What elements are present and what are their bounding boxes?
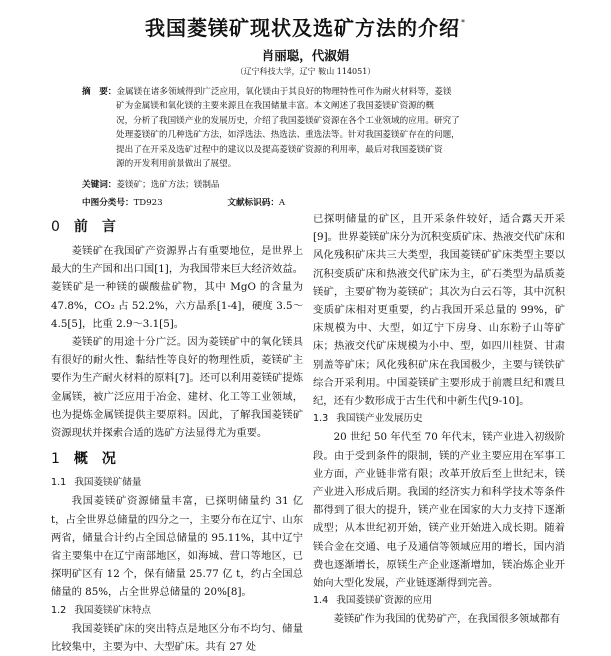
clc-code: TD923 bbox=[133, 198, 163, 208]
clc-label: 中图分类号： bbox=[82, 198, 134, 208]
paragraph: 已探明储量的矿区，且开采条件较好，适合露天开采[9]。世界菱镁矿床分为沉积变质矿床、热液交代矿床和风化残积矿床共三大类型，我国菱镁矿矿床类型主要以沉积变质矿床和热液交代矿床为主，矿石类型为晶质菱镁矿，主要矿物为菱镁矿；其次为白云石等，其中沉积变质矿床相对更重要，约占我国开采总量的 99%，矿床规模为中、大型，如辽宁下房身、山东粉子山等矿床；热液交代矿床规模为小中、型，如四川桂贤、甘肃别盖等矿床；风化残积矿床在我国极少，主要与镁铁矿综合开采利用。中国菱镁矿主要形成于前震旦纪和震旦纪，还有少数形成于古生代和中新生代[9-10]。 bbox=[313, 213, 565, 408]
subsection-heading bbox=[51, 474, 303, 492]
abstract-line: 况，分析了我国镁产业的发展历史，介绍了我国菱镁矿资源在各个工业领域的应用。研究了 bbox=[116, 115, 460, 126]
paragraph: 我国菱镁矿床的突出特点是地区分布不均匀、储量比较集中，主要为中、大型矿床。共有 27 处 bbox=[51, 622, 303, 654]
subsection-title: 我国菱镁矿资源的应用 bbox=[336, 595, 433, 607]
doc-code-label: 文献标识码： bbox=[227, 198, 279, 208]
section-heading bbox=[51, 216, 303, 238]
section-heading bbox=[51, 448, 303, 470]
subsection-number: 1.2 bbox=[51, 604, 67, 616]
paper-authors: 肖丽聪，代淑娟 bbox=[261, 48, 350, 63]
keywords bbox=[82, 178, 220, 190]
subsection-heading bbox=[313, 410, 565, 428]
doc-code: A bbox=[278, 198, 286, 208]
abstract-line: 处理菱镁矿的几种选矿方法，如浮选法、热选法、重选法等。针对我国菱镁矿存在的问题， bbox=[116, 130, 460, 141]
keywords-text: 菱镁矿；选矿方法；镁制品 bbox=[116, 180, 220, 190]
abstract-line: 源的开发利用前景做出了展望。 bbox=[116, 159, 237, 170]
keywords-label: 关键词： bbox=[82, 180, 117, 190]
paper-affiliation: （辽宁科技大学，辽宁 鞍山 114051） bbox=[235, 67, 376, 76]
title-footnote-mark: * bbox=[461, 18, 466, 27]
abstract-line: 金属镁在诸多领域得到广泛应用，氧化镁由于其良好的物理特性可作为耐火材料等，菱镁 bbox=[116, 87, 452, 97]
classification-line bbox=[82, 196, 285, 208]
left-column bbox=[51, 210, 303, 656]
paragraph: 我国菱镁矿资源储量丰富，已探明储量约 31 亿 t，占全世界总储量的四分之一，主要分布在辽宁、山东两省，储量合计约占全国总储量的 95.11%，其中辽宁省主要集中在辽宁南部地区，如海城、营口等地区，已探明矿区有 12 个，保有储量 25.77 亿 t，约占全国总储量的 85%，占全世界总储量的 20%[8]。 bbox=[51, 495, 303, 599]
subsection-heading bbox=[51, 602, 303, 620]
paragraph: 菱镁矿作为我国的优势矿产，在我国很多领域都有 bbox=[333, 613, 561, 626]
section-number: 0 bbox=[51, 219, 60, 235]
paragraph: 20 世纪 50 年代至 70 年代末，镁产业进入初级阶段。由于受到条件的限制，镁的产业主要应用在军事工业方面，产业链非常有限；改革开放后至上世纪末，镁产业进入形成后期。我国的经济实力和科学技术等条件都得到了很大的提升，镁产业在国家的大力支持下逐渐成型；从本世纪初开始，镁产业开始进入成长期。随着镁合金在交通、电子及通信等领域应用的增长，国内消费也逐渐增长，原镁生产企业逐渐增加，镁冶炼企业开始向大型化发展，产业链逐渐得到完善。 bbox=[313, 431, 565, 590]
paragraph: 菱镁矿的用途十分广泛。因为菱镁矿中的氧化镁具有很好的耐火性、黏结性等良好的物理性质，菱镁矿主要作为生产耐火材料的原料[7]。还可以利用菱镁矿提炼金属镁，被广泛应用于冶金、建材、化工等工业领域，也为提炼金属镁提供主要原料。因此，了解我国菱镁矿资源现状并探索合适的选矿方法显得尤为重要。 bbox=[51, 336, 303, 440]
subsection-heading bbox=[313, 592, 565, 610]
subsection-title: 我国镁产业发展历史 bbox=[336, 413, 423, 425]
abstract-line: 提出了在开采及选矿过程中的建议以及提高菱镁矿资源的利用率，最后对我国菱镁矿资 bbox=[116, 144, 443, 155]
subsection-number: 1.4 bbox=[313, 595, 329, 607]
section-title: 前 言 bbox=[73, 219, 116, 235]
paper-title bbox=[0, 12, 611, 41]
abstract bbox=[82, 85, 517, 171]
paper-title-text: 我国菱镁矿现状及选矿方法的介绍 bbox=[145, 16, 460, 40]
subsection-title: 我国菱镁矿床特点 bbox=[74, 604, 152, 616]
paragraph: 菱镁矿在我国矿产资源界占有重要地位，是世界上最大的生产国和出口国[1]，为我国带来巨大经济效益。菱镁矿是一种镁的碳酸盐矿物，其中 MgO 的含量为 47.8%，CO₂ 占 52.2%，六方晶系[1-4]，硬度 3.5～4.5[5]，比重 2.9～3.1[5]。 bbox=[51, 245, 303, 330]
abstract-label: 摘 要： bbox=[82, 87, 117, 97]
right-column bbox=[313, 210, 565, 629]
abstract-line: 矿为金属镁和氧化镁的主要来源且在我国储量丰富。本文阐述了我国菱镁矿资源的概 bbox=[116, 101, 434, 112]
subsection-title: 我国菱镁矿储量 bbox=[74, 477, 142, 489]
section-number: 1 bbox=[51, 451, 60, 468]
section-title: 概 况 bbox=[73, 451, 116, 468]
clc-field bbox=[82, 198, 163, 208]
subsection-number: 1.1 bbox=[51, 477, 67, 489]
subsection-number: 1.3 bbox=[313, 413, 329, 425]
